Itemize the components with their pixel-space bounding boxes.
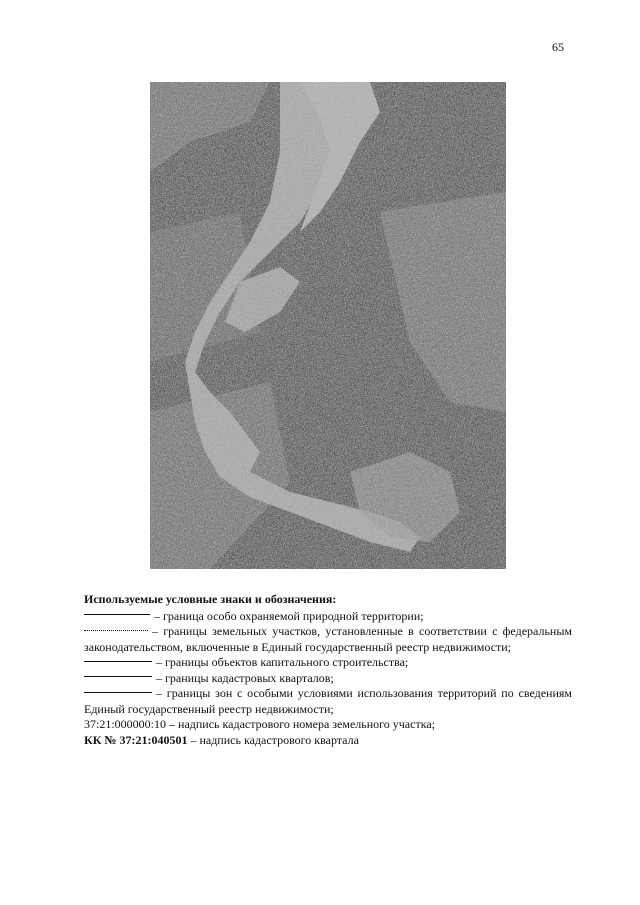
dotted-line-symbol (84, 630, 148, 631)
solid-line-symbol (84, 614, 150, 615)
solid-line-symbol (84, 661, 152, 662)
legend (84, 592, 572, 748)
legend-item-construction-boundary (84, 655, 572, 671)
legend-item-land-plot-boundary (84, 624, 572, 655)
solid-line-symbol (84, 676, 152, 677)
legend-item-cadastral-quarter-boundary (84, 671, 572, 687)
legend-item-text: – надпись кадастрового квартала (187, 732, 359, 747)
legend-item-special-zone-boundary (84, 686, 572, 717)
legend-item-text: – границы объектов капитального строительства; (156, 655, 409, 669)
legend-item-protected-area-boundary (84, 609, 572, 625)
quarter-code: КК № 37:21:040501 (84, 732, 188, 747)
legend-item-text: – граница особо охраняемой природной территории; (154, 608, 424, 623)
legend-title: Используемые условные знаки и обозначения: (84, 592, 337, 606)
page-number: 65 (552, 40, 564, 54)
parcel-code: 37:21:000000:10 (84, 717, 167, 731)
legend-item-text: – надпись кадастрового номера земельного участка; (166, 717, 436, 731)
legend-item-parcel-label (84, 717, 572, 733)
solid-line-symbol (84, 692, 152, 693)
satellite-map-image (150, 82, 506, 569)
legend-item-quarter-label (84, 733, 572, 749)
legend-item-text: – границы зон с особыми условиями использования территорий по сведениям Единый государственный реестр недвижимости; (84, 686, 572, 716)
legend-item-text: – границы кадастровых кварталов; (156, 670, 334, 685)
legend-item-text: – границы земельных участков, установленные в соответствии с федеральным законодательством, включенные в Единый государственный реестр недвижимости; (84, 624, 572, 654)
map-graphic (150, 82, 506, 569)
